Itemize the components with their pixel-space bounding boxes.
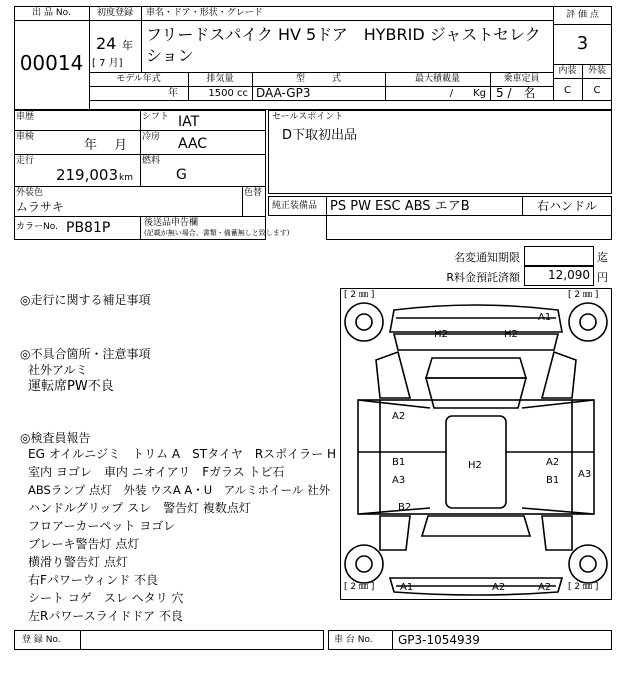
grade-value: 3 xyxy=(576,33,589,54)
after-label: 後送品申告欄 xyxy=(144,218,199,228)
after-note: (記載が無い場合、書類・備蓄無しと致します) xyxy=(144,229,290,237)
damage-code: A1 xyxy=(538,312,552,323)
shift-label: シフト xyxy=(142,112,170,122)
inspector-line: ブレーキ警告灯 点灯 xyxy=(28,537,140,551)
car-name: フリードスパイク HV 5ドア HYBRID ジャストセレクション xyxy=(146,25,541,65)
chassis-value: GP3-1054939 xyxy=(398,633,480,647)
tire-depth-front-right: [ 2 ㎜ ] xyxy=(568,290,599,300)
inspection-label: 車検 xyxy=(16,132,35,142)
first-reg-label: 初度登録 xyxy=(96,8,133,18)
car-outline xyxy=(340,288,612,600)
color-no-label: カラーNo. xyxy=(16,222,58,232)
exterior-label: 外装 xyxy=(587,66,606,76)
damage-code: B1 xyxy=(546,475,560,486)
driving-notes-title: ◎走行に関する補足事項 xyxy=(20,293,151,307)
after-goods-extra xyxy=(326,216,612,240)
damage-code: H2 xyxy=(504,329,518,340)
inspector-line: 室内 ヨゴレ 車内 ニオイアリ Fガラス トビ石 xyxy=(28,465,285,479)
equipment-label: 純正装備品 xyxy=(272,201,318,211)
inspector-line: EG オイルニジミ トリム A STタイヤ Rスポイラー H xyxy=(28,447,337,461)
deadline-field xyxy=(524,246,594,266)
capacity-label: 乗車定員 xyxy=(503,74,540,84)
inspector-line: ABSランプ 点灯 外装 ウスA A・U アルミホイール 社外 xyxy=(28,483,331,497)
inspector-line: ハンドルグリップ スレ 警告灯 複数点灯 xyxy=(28,501,251,515)
inspector-line: 横滑り警告灯 点灯 xyxy=(28,555,128,569)
exterior-grade: C xyxy=(593,85,601,96)
ac-label: 冷房 xyxy=(142,132,161,142)
damage-code: A3 xyxy=(578,469,592,480)
lot-label: 出 品 No. xyxy=(32,8,71,18)
handle-value: 右ハンドル xyxy=(536,199,597,213)
model-year-unit: 年 xyxy=(168,88,178,99)
damage-code: A1 xyxy=(400,582,414,593)
sales-point-label: セールスポイント xyxy=(272,112,344,122)
inspector-line: 右Fパワーウィンド 不良 xyxy=(28,573,158,587)
fuel-value: G xyxy=(176,167,187,183)
model-year-label: モデル年式 xyxy=(116,74,161,84)
car-name-label: 車名・ドア・形状・グレード xyxy=(146,8,263,18)
inspector-line: 左Rパワースライドドア 不良 xyxy=(28,609,183,623)
damage-code: A2 xyxy=(538,582,552,593)
defect-line: 社外アルミ xyxy=(28,363,88,377)
history-label: 車歴 xyxy=(16,112,35,122)
tire-depth-rear-right: [ 2 ㎜ ] xyxy=(568,582,599,592)
recycle-value: 12,090 xyxy=(548,268,590,282)
defect-line: 運転席PW不良 xyxy=(28,379,114,394)
lot-number: 00014 xyxy=(19,51,84,75)
damage-code: H2 xyxy=(434,329,448,340)
interior-grade: C xyxy=(564,85,571,96)
capacity-value: 5 / 名 xyxy=(496,86,536,100)
deadline-unit: 迄 xyxy=(597,251,608,264)
color-no-value: PB81P xyxy=(66,220,111,236)
model-value: DAA-GP3 xyxy=(256,86,311,100)
inspector-line: フロアーカーペット ヨゴレ xyxy=(28,519,176,533)
tire-depth-front-left: [ 2 ㎜ ] xyxy=(344,290,375,300)
first-reg-year: 24 xyxy=(96,34,117,53)
first-reg-month: [ 7 月] xyxy=(92,58,123,69)
color-value: ムラサキ xyxy=(16,200,65,214)
first-reg-year-unit: 年 xyxy=(122,39,133,52)
displacement-label: 排気量 xyxy=(206,74,234,84)
damage-code: B2 xyxy=(398,502,412,513)
sales-point-value: D下取初出品 xyxy=(282,128,358,143)
model-label: 型 式 xyxy=(295,74,341,84)
fuel-label: 燃料 xyxy=(142,156,161,166)
damage-code: A2 xyxy=(492,582,506,593)
max-load-label: 最大積載量 xyxy=(414,74,460,84)
color-label: 外装色 xyxy=(16,188,44,198)
inspector-line: シート コゲ スレ ヘタリ 穴 xyxy=(28,591,184,605)
defect-notes-title: ◎不具合箇所・注意事項 xyxy=(20,347,151,361)
shift-value: IAT xyxy=(178,114,200,130)
recycle-label: R料金預託済額 xyxy=(446,271,520,284)
grade-label: 評 価 点 xyxy=(566,10,599,20)
damage-code: B1 xyxy=(392,457,406,468)
equipment-value: PS PW ESC ABS エアB xyxy=(330,199,470,214)
damage-code: A2 xyxy=(392,411,406,422)
mileage-unit: km xyxy=(119,173,133,183)
damage-code: H2 xyxy=(468,460,482,471)
registration-label: 登 録 No. xyxy=(22,635,61,645)
recycle-unit: 円 xyxy=(597,271,608,284)
damage-code: A2 xyxy=(546,457,560,468)
displacement-value: 1500 cc xyxy=(208,88,248,99)
inspector-title: ◎検査員報告 xyxy=(20,431,91,445)
tire-depth-rear-left: [ 2 ㎜ ] xyxy=(344,582,375,592)
mileage-value: 219,003 xyxy=(55,166,118,184)
deadline-label: 名変通知期限 xyxy=(454,251,520,264)
interior-label: 内装 xyxy=(558,66,577,76)
max-load-value: / Kg xyxy=(449,88,486,99)
damage-code: A3 xyxy=(392,475,406,486)
color-change-label: 色替 xyxy=(244,188,263,198)
mileage-label: 走行 xyxy=(16,156,35,166)
ac-value: AAC xyxy=(178,136,208,152)
chassis-label: 車 台 No. xyxy=(334,635,373,645)
inspection-value: 年 月 xyxy=(84,138,128,153)
